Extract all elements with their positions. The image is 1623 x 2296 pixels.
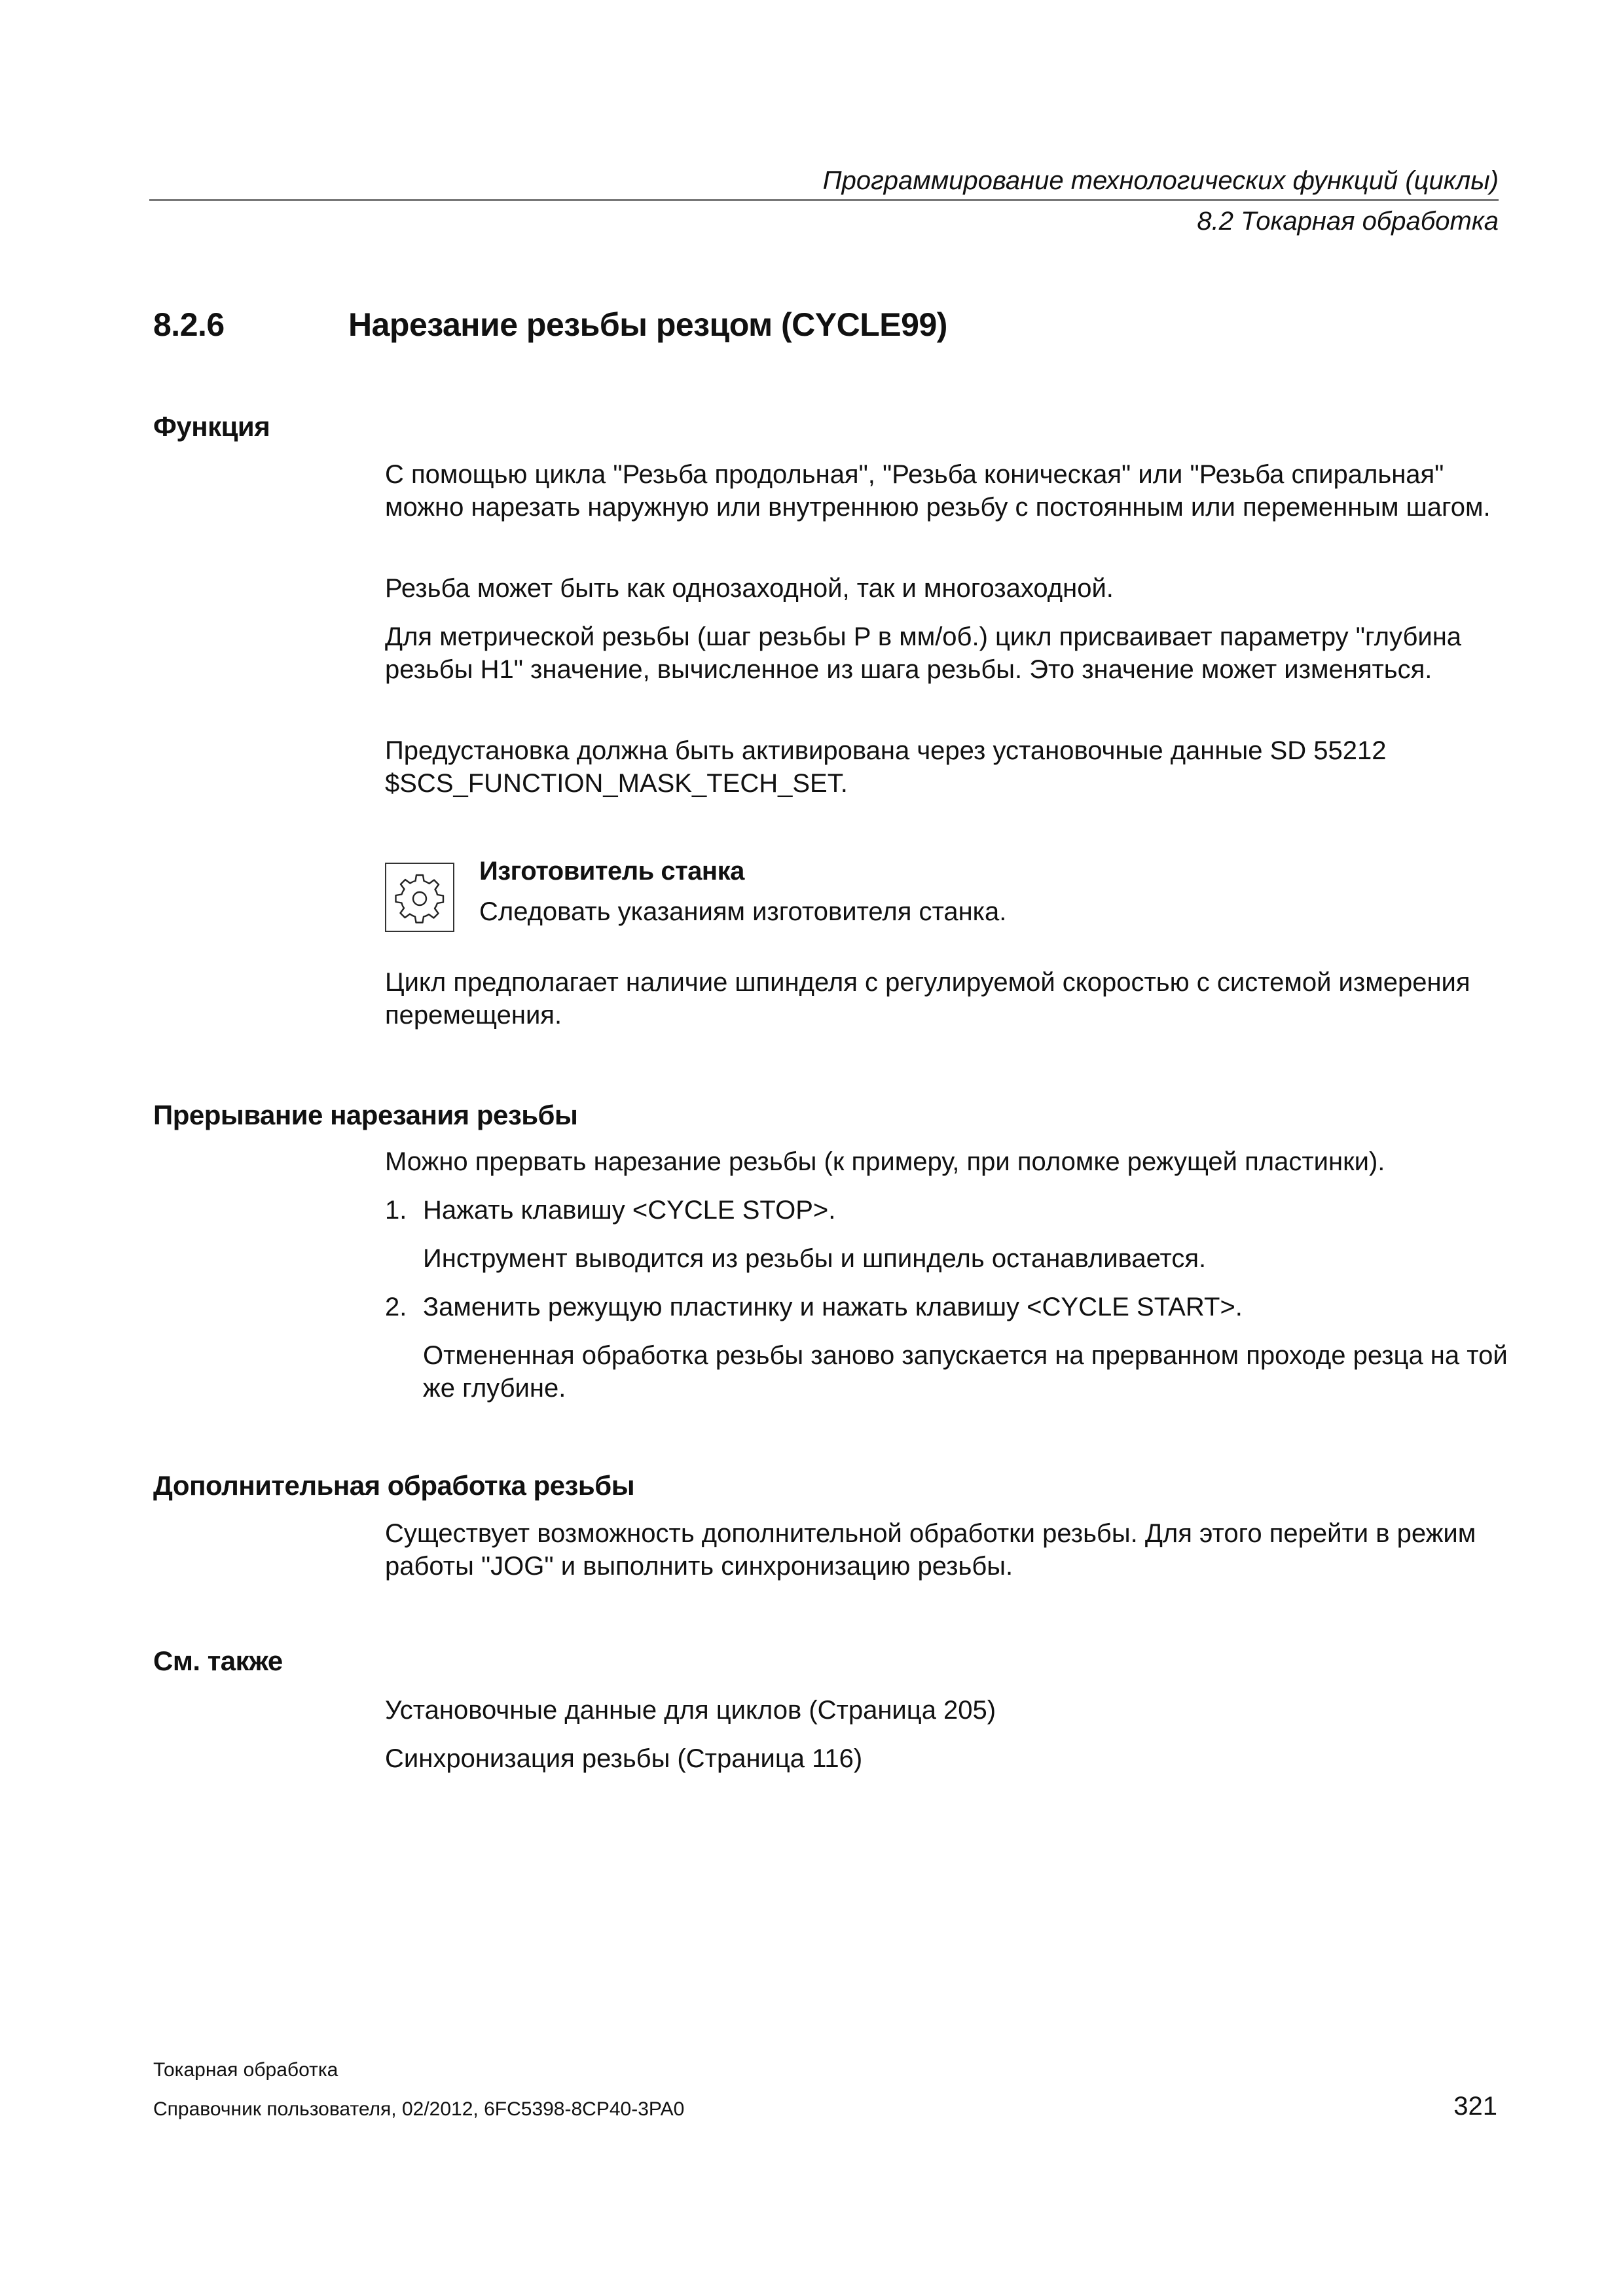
function-para-4 (385, 734, 1511, 800)
step-1-text: Нажать клавишу <CYCLE STOP>. (423, 1196, 836, 1225)
heading-interrupt: Прерывание нарезания резьбы (153, 1100, 578, 1130)
running-header-chapter: Программирование технологических функций (циклы) (822, 166, 1499, 195)
see-also-link-1[interactable]: Установочные данные для циклов (Страница 205) (385, 1696, 996, 1725)
footer-title: Токарная обработка (153, 2059, 338, 2081)
heading-see-also: См. также (153, 1645, 283, 1676)
step-2-number: 2. (385, 1293, 407, 1321)
function-para-1-text: С помощью цикла "Резьба продольная", "Резьба коническая" или "Резьба спиральная" можно нарезать наружную или внутреннюю резьбу с постоянным или переменным шагом. (385, 460, 1491, 522)
running-header-section: 8.2 Токарная обработка (1197, 207, 1499, 236)
step-1-number: 1. (385, 1196, 407, 1225)
function-after-note-text: Цикл предполагает наличие шпинделя с регулируемой скоростью с системой измерения перемещения. (385, 968, 1470, 1030)
note-title: Изготовитель станка (479, 857, 744, 886)
function-after-note (385, 966, 1511, 1031)
step-1-result: Инструмент выводится из резьбы и шпиндель останавливается. (423, 1244, 1207, 1273)
function-para-2 (385, 572, 1511, 605)
interrupt-intro: Можно прервать нарезание резьбы (к примеру, при поломке режущей пластинки). (385, 1147, 1385, 1176)
heading-additional: Дополнительная обработка резьбы (153, 1470, 635, 1501)
step-2-result: Отмененная обработка резьбы заново запускается на прерванном проходе резца на той же глубине. (423, 1341, 1508, 1403)
section-title: Нарезание резьбы резцом (CYCLE99) (348, 306, 947, 343)
footer-manual: Справочник пользователя, 02/2012, 6FC5398-8CP40-3PA0 (153, 2098, 685, 2120)
heading-function: Функция (153, 411, 270, 442)
note-text: Следовать указаниям изготовителя станка. (479, 897, 1007, 926)
function-para-3-text: Для метрической резьбы (шаг резьбы P в мм/об.) цикл присваивает параметру "глубина резьбы H1" значение, вычисленное из шага резьбы. Это значение может изменяться. (385, 622, 1462, 684)
function-para-4-text: Предустановка должна быть активирована через установочные данные SD 55212 $SCS_FUNCTION_MASK_TECH_SET. (385, 736, 1387, 798)
function-para-2-text: Резьба может быть как однозаходной, так и многозаходной. (385, 574, 1114, 603)
step-2-text: Заменить режущую пластинку и нажать клавишу <CYCLE START>. (423, 1293, 1243, 1321)
page-number: 321 (1453, 2092, 1497, 2121)
section-number: 8.2.6 (153, 306, 225, 343)
header-rule (149, 199, 1499, 201)
function-para-1 (385, 458, 1511, 524)
gear-icon-graphic (392, 869, 448, 925)
gear-icon (385, 863, 454, 932)
function-para-3 (385, 620, 1511, 686)
additional-text: Существует возможность дополнительной обработки резьбы. Для этого перейти в режим работы "JOG" и выполнить синхронизацию резьбы. (385, 1519, 1476, 1581)
see-also-link-2[interactable]: Синхронизация резьбы (Страница 116) (385, 1744, 863, 1773)
